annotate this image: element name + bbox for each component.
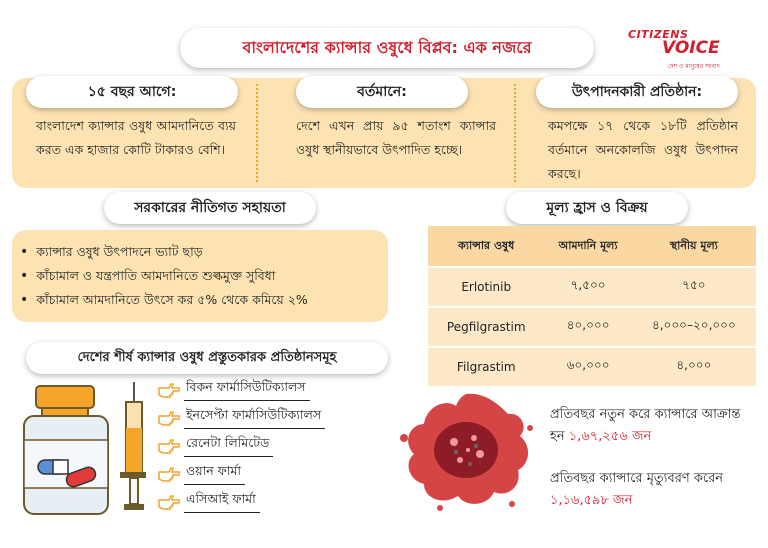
text-15-years-ago: বাংলাদেশ ক্যান্সার ওষুধ আমদানিতে ব্যয় করত এক হাজার কোটি টাকারও বেশি। — [36, 118, 236, 157]
pointing-hand-icon — [158, 494, 180, 510]
pointing-hand-icon — [158, 466, 180, 482]
company-item-renata: রেনেটা লিমিটেড — [158, 436, 273, 456]
table-row — [428, 268, 756, 306]
virus-icon — [396, 384, 536, 514]
policy-heading: সরকারের নীতিগত সহায়তা — [104, 192, 316, 224]
logo-line2: VOICE — [662, 38, 720, 58]
deaths-stat — [550, 468, 750, 512]
table-header: ক্যান্সার ওষুধ — [428, 226, 544, 266]
citizens-voice-logo — [628, 28, 750, 68]
list-item: • ক্যান্সার ওষুধ উৎপাদনে ভ্যাট ছাড় — [20, 240, 308, 264]
column-divider — [256, 84, 258, 182]
pointing-hand-icon — [158, 382, 180, 398]
table-cell: ৭,৫০০ — [544, 268, 631, 306]
table-cell: Filgrastim — [428, 348, 544, 386]
company-item-beacon: বিকন ফার্মাসিউটিক্যালস — [158, 380, 310, 400]
medicine-bottle-icon — [16, 378, 146, 518]
pointing-hand-icon — [158, 438, 180, 454]
companies-heading: দেশের শীর্ষ ক্যান্সার ওষুধ প্রস্তুতকারক প্রতিষ্ঠানসমূহ — [26, 342, 388, 374]
price-heading: মূল্য হ্রাস ও বিক্রয় — [506, 192, 688, 224]
table-header: আমদানি মূল্য — [544, 226, 631, 266]
list-item: • কাঁচামাল ও যন্ত্রপাতি আমদানিতে শুল্কমুক্ত সুবিধা — [20, 264, 308, 288]
table-header: স্থানীয় মূল্য — [632, 226, 756, 266]
table-cell: ৪,০০০–২০,০০০ — [632, 308, 756, 346]
text-manufacturers: কমপক্ষে ১৭ থেকে ১৮টি প্রতিষ্ঠান বর্তমানে অনকোলজি ওষুধ উৎপাদন করছে। — [548, 118, 738, 181]
table-cell: ৭৫০ — [632, 268, 756, 306]
heading-manufacturers: উৎপাদনকারী প্রতিষ্ঠান: — [536, 76, 738, 108]
syringe-icon — [120, 382, 146, 510]
pointing-hand-icon — [158, 410, 180, 426]
table-cell: Erlotinib — [428, 268, 544, 306]
list-item: • কাঁচামাল আমদানিতে উৎসে কর ৫% থেকে কমিয়ে ২% — [20, 288, 308, 312]
page-title: বাংলাদেশের ক্যান্সার ওষুধে বিপ্লব: এক নজরে — [180, 28, 594, 68]
table-cell: Pegfilgrastim — [428, 308, 544, 346]
deaths-value: ১,১৬,৫৯৮ জন — [550, 493, 633, 508]
policy-list — [20, 240, 308, 312]
table-row — [428, 308, 756, 346]
table-cell: ৪,০০০ — [632, 348, 756, 386]
deaths-text: প্রতিবছর ক্যান্সারে মৃত্যুবরণ করেন — [550, 471, 724, 486]
new-cases-value: ১,৬৭,২৫৬ জন — [568, 429, 652, 444]
new-cases-text: প্রতিবছর নতুন করে ক্যান্সারে আক্রান্ত হন — [550, 407, 741, 444]
table-cell: ৬০,০০০ — [544, 348, 631, 386]
new-cases-stat — [550, 404, 750, 448]
company-item-one-pharma: ওয়ান ফার্মা — [158, 464, 245, 484]
table-cell: ৪০,০০০ — [544, 308, 631, 346]
logo-line1: CITIZENS — [628, 28, 689, 41]
heading-15-years-ago: ১৫ বছর আগে: — [26, 76, 238, 108]
price-table — [428, 226, 756, 386]
heading-present: বর্তমানে: — [296, 76, 468, 108]
column-divider — [514, 84, 516, 182]
table-row — [428, 348, 756, 386]
logo-tagline: দেশ ও মানুষের সংবাদ — [668, 63, 720, 70]
text-present: দেশে এখন প্রায় ৯৫ শতাংশ ক্যান্সার ওষুধ স্থানীয়ভাবে উৎপাদিত হচ্ছে। — [296, 118, 496, 157]
company-item-aci: এসিআই ফার্মা — [158, 492, 260, 512]
company-item-incepta: ইনসেপ্টা ফার্মাসিউটিক্যালস — [158, 408, 325, 428]
